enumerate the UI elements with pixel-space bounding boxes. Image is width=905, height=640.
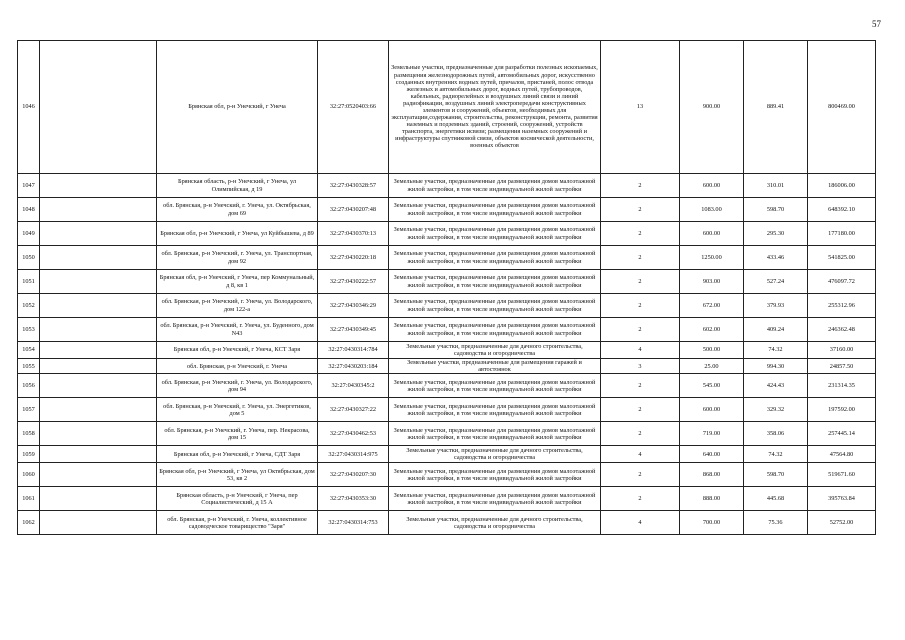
address-cell: обл. Брянская, р-н Унечский, г. Унеча, ул. Буденного, дом N43 [157, 318, 318, 342]
table-row [18, 294, 876, 318]
land-use-cell: Земельные участки, предназначенные для размещения домов малоэтажной жилой застройки, в том числе индивидуальной жилой застройки [389, 463, 601, 487]
price-cell: 433.46 [744, 246, 808, 270]
address-cell: Брянская обл, р-н Унечский, г Унеча, пер Коммунальный, д 8, кв 1 [157, 270, 318, 294]
area-cell: 868.00 [680, 463, 744, 487]
price-cell: 295.30 [744, 222, 808, 246]
row-number: 1048 [18, 198, 40, 222]
empty-cell [40, 342, 157, 359]
cadastral-number-cell: 32:27:0430203:184 [318, 359, 389, 374]
area-cell: 600.00 [680, 222, 744, 246]
row-number: 1046 [18, 41, 40, 174]
price-cell: 75.36 [744, 511, 808, 535]
category-cell: 2 [601, 398, 680, 422]
land-use-cell: Земельные участки, предназначенные для размещения домов малоэтажной жилой застройки, в том числе индивидуальной жилой застройки [389, 487, 601, 511]
cadastral-value-cell: 800469.00 [808, 41, 876, 174]
address-cell: Брянская обл, р-н Унечский, г Унеча, ул Октябрьская, дом 53, кв 2 [157, 463, 318, 487]
category-cell: 4 [601, 342, 680, 359]
address-cell: Брянская обл, р-н Унечский, г Унеча, КСТ Заря [157, 342, 318, 359]
cadastral-number-cell: 32:27:0430353:30 [318, 487, 389, 511]
land-use-cell: Земельные участки, предназначенные для разработки полезных ископаемых, размещения железнодорожных путей, автомобильных дорог, искусственно созданных внутренних водных путей, причалов, пристаней, полос отвода железных и автомобильных дорог, водных путей, трубопроводов, кабельных, радиорелейных и воздушных линий связи и линий радиофикации, воздушных линий электропередачи конструктивных элементов и сооружений, объектов, необходимых для эксплуатации,содержания, строительства, реконструкции, ремонта, развития наземных и подземных зданий, строений, сооружений, устройств транспорта, энергетики исвязи; размещения наземных сооружений и инфраструктуры спутниковой связи, объектов космической деятельности, военных объектов [389, 41, 601, 174]
cadastral-value-cell: 231314.35 [808, 374, 876, 398]
address-cell: обл. Брянская, р-н Унечский, г. Унеча, пер. Некрасова, дом 15 [157, 422, 318, 446]
cadastral-number-cell: 32:27:0430220:18 [318, 246, 389, 270]
table-row [18, 342, 876, 359]
cadastral-value-cell: 541825.00 [808, 246, 876, 270]
price-cell: 409.24 [744, 318, 808, 342]
price-cell: 74.32 [744, 342, 808, 359]
cadastral-number-cell: 32:27:0430345:2 [318, 374, 389, 398]
row-number: 1054 [18, 342, 40, 359]
area-cell: 900.00 [680, 41, 744, 174]
address-cell: Брянская обл, р-н Унечский, г Унеча [157, 41, 318, 174]
table-row [18, 222, 876, 246]
empty-cell [40, 246, 157, 270]
area-cell: 600.00 [680, 174, 744, 198]
empty-cell [40, 41, 157, 174]
empty-cell [40, 294, 157, 318]
category-cell: 2 [601, 422, 680, 446]
empty-cell [40, 374, 157, 398]
table-row [18, 174, 876, 198]
price-cell: 994.30 [744, 359, 808, 374]
land-use-cell: Земельные участки, предназначенные для размещения домов малоэтажной жилой застройки, в том числе индивидуальной жилой застройки [389, 294, 601, 318]
category-cell: 2 [601, 198, 680, 222]
area-cell: 602.00 [680, 318, 744, 342]
category-cell: 4 [601, 446, 680, 463]
cadastral-value-cell: 255312.96 [808, 294, 876, 318]
empty-cell [40, 222, 157, 246]
row-number: 1053 [18, 318, 40, 342]
cadastral-number-cell: 32:27:0430346:29 [318, 294, 389, 318]
category-cell: 2 [601, 270, 680, 294]
row-number: 1051 [18, 270, 40, 294]
price-cell: 445.68 [744, 487, 808, 511]
area-cell: 25.00 [680, 359, 744, 374]
empty-cell [40, 511, 157, 535]
address-cell: обл. Брянская, р-н Унечский, г. Унеча, ул. Октябрьская, дом 69 [157, 198, 318, 222]
area-cell: 672.00 [680, 294, 744, 318]
table-row [18, 198, 876, 222]
page-number: 57 [872, 19, 881, 29]
cadastral-value-cell: 37160.00 [808, 342, 876, 359]
land-registry-table [17, 40, 876, 535]
area-cell: 1083.00 [680, 198, 744, 222]
empty-cell [40, 422, 157, 446]
address-cell: Брянская обл, р-н Унечский, г Унеча, ул Куйбышева, д 89 [157, 222, 318, 246]
empty-cell [40, 174, 157, 198]
cadastral-number-cell: 32:27:0430222:57 [318, 270, 389, 294]
table-row [18, 487, 876, 511]
category-cell: 2 [601, 487, 680, 511]
address-cell: обл. Брянская, р-н Унечский, г. Унеча, ул. Транспортная, дом 92 [157, 246, 318, 270]
land-use-cell: Земельные участки, предназначенные для размещения гаражей и автостоянок [389, 359, 601, 374]
area-cell: 500.00 [680, 342, 744, 359]
empty-cell [40, 359, 157, 374]
address-cell: обл. Брянская, р-н Унечский, г. Унеча, ул. Володарского, дом 122-а [157, 294, 318, 318]
address-cell: обл. Брянская, р-н Унечский, г. Унеча, ул. Энергетиков, дом 5 [157, 398, 318, 422]
table-row [18, 270, 876, 294]
land-use-cell: Земельные участки, предназначенные для дачного строительства, садоводства и огородничества [389, 511, 601, 535]
cadastral-number-cell: 32:27:0520403:66 [318, 41, 389, 174]
table-row [18, 359, 876, 374]
area-cell: 700.00 [680, 511, 744, 535]
price-cell: 889.41 [744, 41, 808, 174]
price-cell: 527.24 [744, 270, 808, 294]
cadastral-number-cell: 32:27:0430462:53 [318, 422, 389, 446]
address-cell: Брянская область, р-н Унечский, г Унеча, ул Олимпийская, д 19 [157, 174, 318, 198]
row-number: 1061 [18, 487, 40, 511]
cadastral-value-cell: 648392.10 [808, 198, 876, 222]
land-use-cell: Земельные участки, предназначенные для размещения домов малоэтажной жилой застройки, в том числе индивидуальной жилой застройки [389, 222, 601, 246]
category-cell: 2 [601, 174, 680, 198]
cadastral-value-cell: 186006.00 [808, 174, 876, 198]
table-row [18, 398, 876, 422]
land-use-cell: Земельные участки, предназначенные для размещения домов малоэтажной жилой застройки, в том числе индивидуальной жилой застройки [389, 318, 601, 342]
cadastral-value-cell: 52752.00 [808, 511, 876, 535]
row-number: 1052 [18, 294, 40, 318]
land-use-cell: Земельные участки, предназначенные для размещения домов малоэтажной жилой застройки, в том числе индивидуальной жилой застройки [389, 374, 601, 398]
cadastral-value-cell: 257445.14 [808, 422, 876, 446]
cadastral-number-cell: 32:27:0430314:784 [318, 342, 389, 359]
row-number: 1059 [18, 446, 40, 463]
cadastral-number-cell: 32:27:0430207:48 [318, 198, 389, 222]
table-row [18, 511, 876, 535]
price-cell: 74.32 [744, 446, 808, 463]
cadastral-number-cell: 32:27:0430314:975 [318, 446, 389, 463]
table-row [18, 374, 876, 398]
cadastral-value-cell: 47564.80 [808, 446, 876, 463]
row-number: 1058 [18, 422, 40, 446]
price-cell: 310.01 [744, 174, 808, 198]
row-number: 1062 [18, 511, 40, 535]
area-cell: 888.00 [680, 487, 744, 511]
cadastral-value-cell: 197592.00 [808, 398, 876, 422]
table-row [18, 446, 876, 463]
row-number: 1047 [18, 174, 40, 198]
land-use-cell: Земельные участки, предназначенные для дачного строительства, садоводства и огородничества [389, 342, 601, 359]
address-cell: обл. Брянская, р-н Унечский, г. Унеча, коллективное садоводческое товарищество "Заря" [157, 511, 318, 535]
empty-cell [40, 198, 157, 222]
category-cell: 2 [601, 318, 680, 342]
empty-cell [40, 270, 157, 294]
cadastral-value-cell: 24857.50 [808, 359, 876, 374]
row-number: 1056 [18, 374, 40, 398]
land-use-cell: Земельные участки, предназначенные для размещения домов малоэтажной жилой застройки, в том числе индивидуальной жилой застройки [389, 246, 601, 270]
category-cell: 2 [601, 294, 680, 318]
empty-cell [40, 487, 157, 511]
price-cell: 329.32 [744, 398, 808, 422]
land-use-cell: Земельные участки, предназначенные для размещения домов малоэтажной жилой застройки, в том числе индивидуальной жилой застройки [389, 174, 601, 198]
cadastral-number-cell: 32:27:0430328:57 [318, 174, 389, 198]
area-cell: 903.00 [680, 270, 744, 294]
cadastral-value-cell: 177180.00 [808, 222, 876, 246]
price-cell: 358.06 [744, 422, 808, 446]
address-cell: обл. Брянская, р-н Унечский, г. Унеча, ул. Володарского, дом 94 [157, 374, 318, 398]
land-use-cell: Земельные участки, предназначенные для размещения домов малоэтажной жилой застройки, в том числе индивидуальной жилой застройки [389, 422, 601, 446]
empty-cell [40, 318, 157, 342]
address-cell: обл. Брянская, р-н Унечский, г. Унеча [157, 359, 318, 374]
cadastral-number-cell: 32:27:0430207:30 [318, 463, 389, 487]
cadastral-value-cell: 395763.84 [808, 487, 876, 511]
cadastral-value-cell: 519671.60 [808, 463, 876, 487]
category-cell: 2 [601, 463, 680, 487]
row-number: 1050 [18, 246, 40, 270]
table-row [18, 422, 876, 446]
cadastral-number-cell: 32:27:0430314:753 [318, 511, 389, 535]
cadastral-value-cell: 246362.48 [808, 318, 876, 342]
cadastral-number-cell: 32:27:0430370:13 [318, 222, 389, 246]
empty-cell [40, 463, 157, 487]
table-row [18, 463, 876, 487]
table-row [18, 246, 876, 270]
empty-cell [40, 446, 157, 463]
price-cell: 598.70 [744, 463, 808, 487]
price-cell: 424.43 [744, 374, 808, 398]
address-cell: Брянская область, р-н Унечский, г Унеча, пер Социалистический, д 15 А [157, 487, 318, 511]
category-cell: 2 [601, 222, 680, 246]
area-cell: 600.00 [680, 398, 744, 422]
area-cell: 719.00 [680, 422, 744, 446]
cadastral-value-cell: 476097.72 [808, 270, 876, 294]
area-cell: 545.00 [680, 374, 744, 398]
land-use-cell: Земельные участки, предназначенные для размещения домов малоэтажной жилой застройки, в том числе индивидуальной жилой застройки [389, 198, 601, 222]
category-cell: 3 [601, 359, 680, 374]
table-row [18, 318, 876, 342]
category-cell: 4 [601, 511, 680, 535]
row-number: 1060 [18, 463, 40, 487]
empty-cell [40, 398, 157, 422]
land-use-cell: Земельные участки, предназначенные для размещения домов малоэтажной жилой застройки, в том числе индивидуальной жилой застройки [389, 270, 601, 294]
row-number: 1055 [18, 359, 40, 374]
address-cell: Брянская обл, р-н Унечский, г Унеча, СДТ Заря [157, 446, 318, 463]
category-cell: 13 [601, 41, 680, 174]
price-cell: 379.93 [744, 294, 808, 318]
category-cell: 2 [601, 246, 680, 270]
row-number: 1057 [18, 398, 40, 422]
cadastral-number-cell: 32:27:0430327:22 [318, 398, 389, 422]
price-cell: 598.70 [744, 198, 808, 222]
area-cell: 1250.00 [680, 246, 744, 270]
land-use-cell: Земельные участки, предназначенные для размещения домов малоэтажной жилой застройки, в том числе индивидуальной жилой застройки [389, 398, 601, 422]
row-number: 1049 [18, 222, 40, 246]
area-cell: 640.00 [680, 446, 744, 463]
land-use-cell: Земельные участки, предназначенные для дачного строительства, садоводства и огородничества [389, 446, 601, 463]
category-cell: 2 [601, 374, 680, 398]
table-row [18, 41, 876, 174]
cadastral-number-cell: 32:27:0430349:45 [318, 318, 389, 342]
